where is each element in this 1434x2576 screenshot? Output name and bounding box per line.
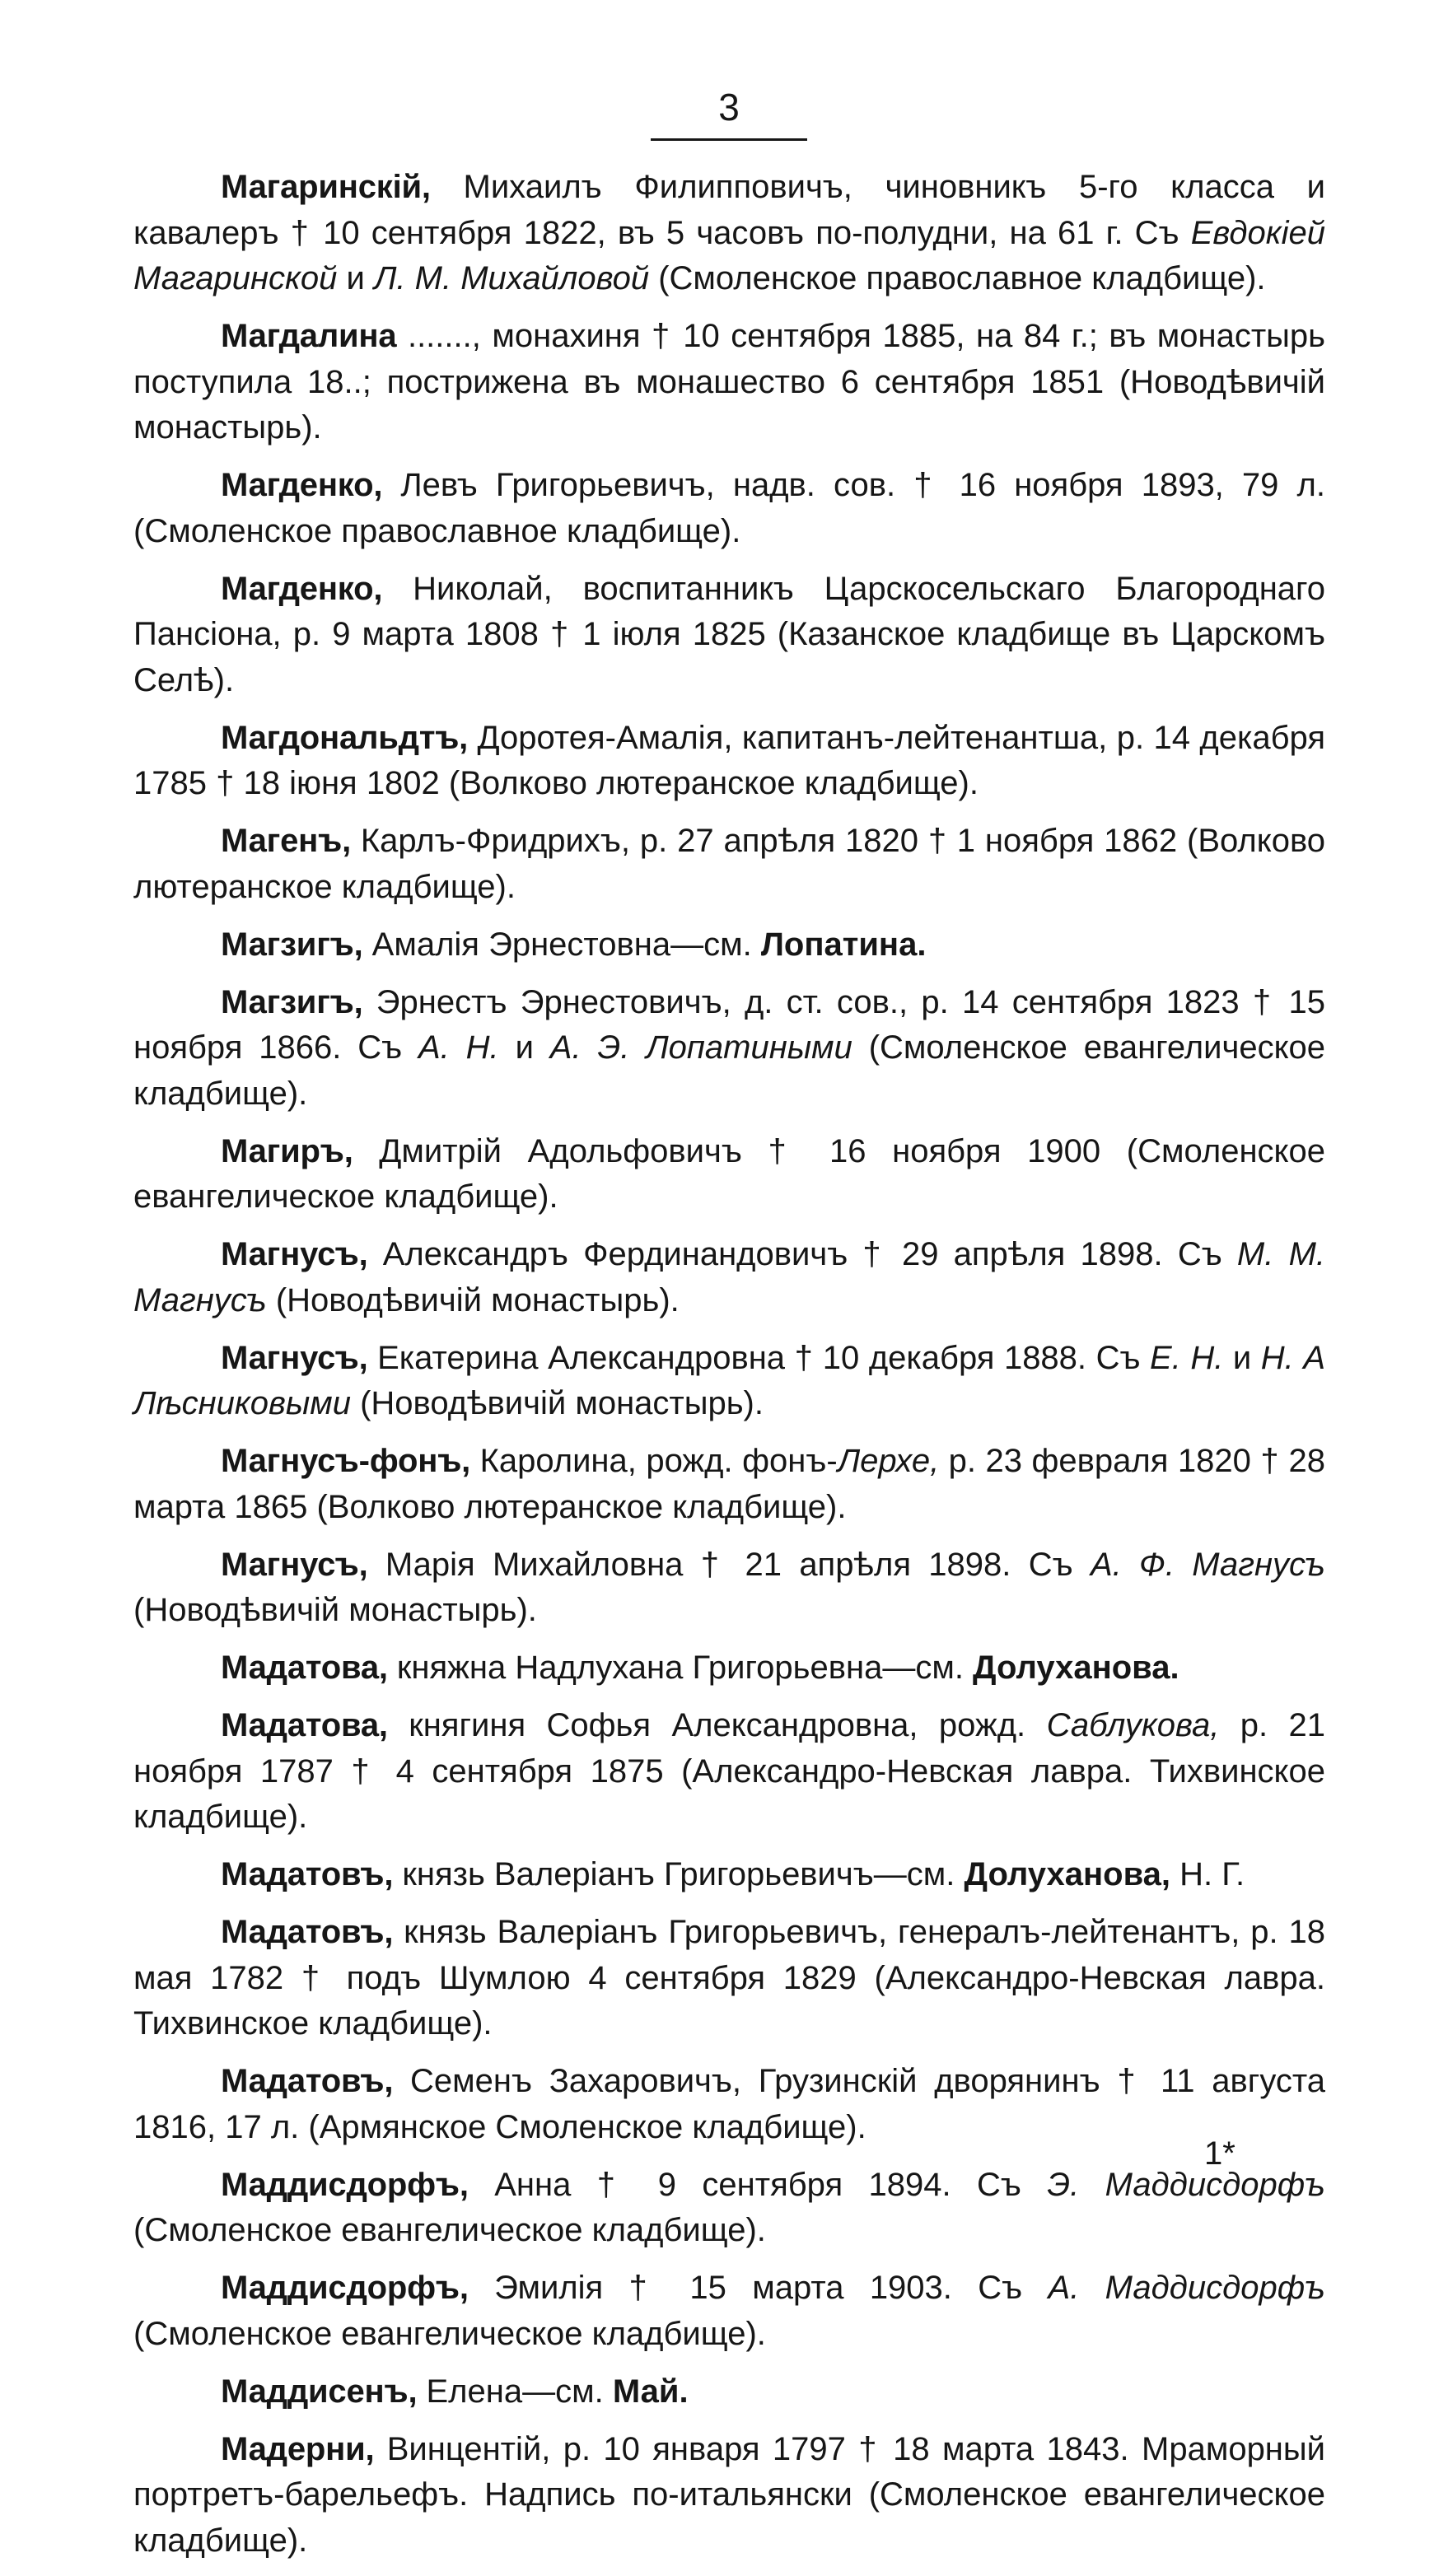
entry-headword: Маддисенъ, bbox=[221, 2373, 418, 2410]
entry bbox=[133, 2163, 1325, 2254]
entry-italic-name: Саблукова, bbox=[1046, 1707, 1220, 1743]
entry-headword: Мадатовъ, bbox=[221, 2063, 394, 2099]
header-rule bbox=[651, 138, 807, 141]
entry-headword: Мадатова, bbox=[221, 1707, 388, 1743]
entry-headword: Магдалина bbox=[221, 318, 397, 354]
entry bbox=[133, 1232, 1325, 1323]
entry-text: р. 23 февраля 1820 † 28 марта 1865 (Волково лютеранское кладбище). bbox=[133, 1443, 1326, 1525]
entry-headword: Магденко, bbox=[221, 570, 383, 607]
entry-text: Амалія Эрнестовна—см. bbox=[362, 926, 761, 963]
entry bbox=[133, 1336, 1325, 1427]
entry bbox=[133, 463, 1325, 554]
entry bbox=[133, 1645, 1325, 1692]
entry bbox=[133, 1129, 1325, 1220]
entry-headword: Мадатова, bbox=[221, 1650, 388, 1686]
entry bbox=[133, 165, 1325, 302]
page-number: 3 bbox=[718, 86, 740, 128]
entry-text: князь Валеріанъ Григорьевичъ, генералъ-лейтенантъ, р. 18 мая 1782 † подъ Шумлою 4 сентября 1829 (Александро-Невская лавра. Тихвинское кладбище). bbox=[133, 1914, 1325, 2042]
entry-text: Винцентій, р. 10 января 1797 † 18 марта 1843. Мраморный портретъ-барельефъ. Надпись по-итальянски (Смоленское евангелическое кладбище). bbox=[133, 2430, 1325, 2559]
entry-text: княжна Надлухана Григорьевна—см. bbox=[387, 1650, 974, 1686]
entry-text: Николай, воспитанникъ Царскосельскаго Благороднаго Пансіона, р. 9 марта 1808 † 1 іюля 1825 (Казанское кладбище въ Царскомъ Селѣ). bbox=[133, 570, 1325, 698]
entry-headword: Мадатовъ, bbox=[221, 1914, 394, 1950]
entry-italic-name: Е. Н. bbox=[1150, 1339, 1224, 1376]
entry-text: (Смоленское евангелическое кладбище). bbox=[133, 2315, 766, 2352]
entry bbox=[133, 2369, 1325, 2415]
entry-italic-name: Э. Маддисдорфъ bbox=[1047, 2166, 1325, 2203]
entry-text: ......., монахиня † 10 сентября 1885, на 84 г.; въ монастырь поступила 18..; пострижена въ монашество 6 сентября 1851 (Новодѣвичій монастырь). bbox=[133, 318, 1325, 446]
entry-headword: Магдональдтъ, bbox=[221, 719, 469, 756]
entry-cross-reference: Долуханова, bbox=[964, 1856, 1171, 1892]
entry-text: Елена—см. bbox=[417, 2373, 613, 2410]
entry-text: Левъ Григорьевичъ, надв. сов. † 16 ноября 1893, 79 л. (Смоленское православное кладбище). bbox=[133, 467, 1325, 549]
entry bbox=[133, 1542, 1325, 1634]
entry-text: Каролина, рожд. фонъ- bbox=[470, 1443, 838, 1479]
entry-text: княгиня Софья Александровна, рожд. bbox=[387, 1707, 1047, 1743]
entry-cross-reference: Май. bbox=[612, 2373, 689, 2410]
entry bbox=[133, 980, 1325, 1118]
entry bbox=[133, 2427, 1325, 2564]
entry bbox=[133, 2266, 1325, 2357]
entry-text: (Смоленское евангелическое кладбище). bbox=[133, 1029, 1326, 1112]
entry-headword: Маддисдорфъ, bbox=[221, 2270, 469, 2306]
entry bbox=[133, 819, 1325, 910]
entry bbox=[133, 1703, 1325, 1841]
entry-headword: Магзигъ, bbox=[221, 926, 363, 963]
entry bbox=[133, 1910, 1325, 2047]
entry-text: (Новодѣвичій монастырь). bbox=[350, 1385, 764, 1421]
signature-mark: 1* bbox=[1204, 2135, 1235, 2172]
entry-italic-name: А. Маддисдорфъ bbox=[1048, 2270, 1326, 2306]
entry bbox=[133, 567, 1325, 704]
entry-headword: Магиръ, bbox=[221, 1132, 353, 1169]
entry-headword: Магзигъ, bbox=[221, 983, 363, 1020]
entry bbox=[133, 314, 1325, 451]
entry-text: Екатерина Александровна † 10 декабря 1888. Съ bbox=[367, 1339, 1151, 1376]
entry-headword: Магаринскій, bbox=[221, 169, 431, 205]
entry-text: Анна † 9 сентября 1894. Съ bbox=[468, 2166, 1048, 2203]
entry-headword: Магнусъ, bbox=[221, 1339, 368, 1376]
entry-text: Александръ Фердинандовичъ † 29 апрѣля 1898. Съ bbox=[367, 1236, 1237, 1272]
entry-italic-name: М. М. Магнусъ bbox=[133, 1236, 1325, 1318]
entry-text: и bbox=[498, 1029, 550, 1066]
entry-text: Доротея-Амалія, капитанъ-лейтенантша, р. 14 декабря 1785 † 18 іюня 1802 (Волково лютеранское кладбище). bbox=[133, 719, 1325, 801]
entry-italic-name: Лерхе, bbox=[837, 1443, 940, 1479]
entry-text: (Новодѣвичій монастырь). bbox=[266, 1281, 680, 1318]
entry-headword: Магнусъ-фонъ, bbox=[221, 1443, 471, 1479]
entry bbox=[133, 1852, 1325, 1898]
entry-list bbox=[133, 165, 1325, 2576]
entry-text: (Новодѣвичій монастырь). bbox=[133, 1592, 537, 1628]
entry-headword: Магнусъ, bbox=[221, 1236, 368, 1272]
entry-italic-name: А. Н. bbox=[418, 1029, 499, 1066]
entry-headword: Магденко, bbox=[221, 467, 383, 503]
entry-text: р. 21 ноября 1787 † 4 сентября 1875 (Александро-Невская лавра. Тихвинское кладбище). bbox=[133, 1707, 1325, 1835]
entry-text: Дмитрій Адольфовичъ † 16 ноября 1900 (Смоленское евангелическое кладбище). bbox=[133, 1132, 1325, 1215]
entry-headword: Маддисдорфъ, bbox=[221, 2166, 469, 2203]
entry-headword: Мадатовъ, bbox=[221, 1856, 394, 1892]
entry-headword: Мадерни, bbox=[221, 2430, 375, 2467]
entry-headword: Магнусъ, bbox=[221, 1546, 368, 1583]
entry-text: (Смоленское евангелическое кладбище). bbox=[133, 2212, 766, 2248]
entry bbox=[133, 1439, 1325, 1530]
entry-text: и bbox=[337, 260, 374, 296]
entry-text: Марія Михайловна † 21 апрѣля 1898. Съ bbox=[367, 1546, 1091, 1583]
entry-text: и bbox=[1223, 1339, 1261, 1376]
entry bbox=[133, 716, 1325, 807]
entry-headword: Магенъ, bbox=[221, 823, 351, 859]
entry-text: князь Валеріанъ Григорьевичъ—см. bbox=[393, 1856, 965, 1892]
entry-text: Карлъ-Фридрихъ, р. 27 апрѣля 1820 † 1 ноября 1862 (Волково лютеранское кладбище). bbox=[133, 823, 1325, 905]
entry-text: Эмилія † 15 марта 1903. Съ bbox=[468, 2270, 1049, 2306]
entry-italic-name: Н. А Лѣсниковыми bbox=[133, 1339, 1325, 1421]
entry-text: Семенъ Захаровичъ, Грузинскій дворянинъ † 11 августа 1816, 17 л. (Армянское Смоленское кладбище). bbox=[133, 2063, 1325, 2145]
entry-text: Михаилъ Филипповичъ, чиновникъ 5-го класса и кавалеръ † 10 сентября 1822, въ 5 часовъ по-полудни, на 61 г. Съ bbox=[133, 169, 1325, 251]
entry-italic-name: А. Э. Лопатиными bbox=[549, 1029, 852, 1066]
entry bbox=[133, 922, 1325, 968]
entry-cross-reference: Лопатина. bbox=[760, 926, 927, 963]
entry-text: (Смоленское православное кладбище). bbox=[649, 260, 1266, 296]
entry-cross-reference: Долуханова. bbox=[973, 1650, 1179, 1686]
entry-text: Н. Г. bbox=[1170, 1856, 1245, 1892]
entry-italic-name: Л. М. Михайловой bbox=[374, 260, 650, 296]
entry-italic-name: А. Ф. Магнусъ bbox=[1090, 1546, 1326, 1583]
entry-italic-name: Евдокіей Магаринской bbox=[133, 214, 1325, 296]
entry bbox=[133, 2059, 1325, 2150]
entry-text: Эрнестъ Эрнестовичъ, д. ст. сов., р. 14 сентября 1823 † 15 ноября 1866. Съ bbox=[133, 983, 1325, 1066]
